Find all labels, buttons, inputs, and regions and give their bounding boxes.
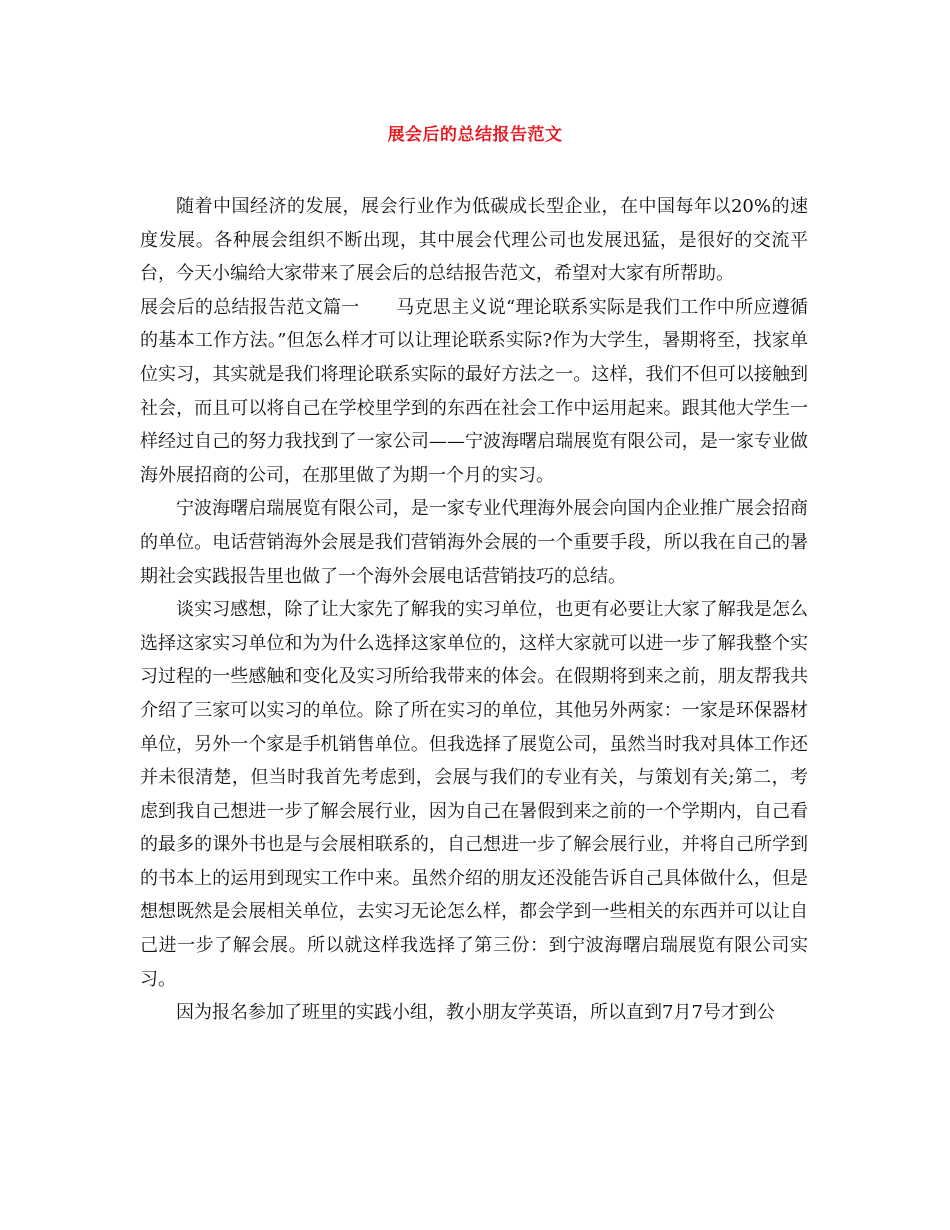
paragraph-reflection: 谈实习感想，除了让大家先了解我的实习单位，也更有必要让大家了解我是怎么选择这家实习单位和为为什么选择这家单位的，这样大家就可以进一步了解我整个实习过程的一些感触和变化及实习所给我带来的体会。在假期将到来之前，朋友帮我共介绍了三家可以实习的单位。除了所在实习的单位，其他另外两家：一家是环保器材单位，另外一个家是手机销售单位。但我选择了展览公司，虽然当时我对具体工作还并未很清楚，但当时我首先考虑到，会展与我们的专业有关，与策划有关;第二，考虑到我自己想进一步了解会展行业，因为自己在暑假到来之前的一个学期内，自己看的最多的课外书也是与会展相联系的，自己想进一步了解会展行业，并将自己所学到的书本上的运用到现实工作中来。虽然介绍的朋友还没能告诉自己具体做什么，但是想想既然是会展相关单位，去实习无论怎么样，都会学到一些相关的东西并可以让自己进一步了解会展。所以就这样我选择了第三份：到宁波海曙启瑞展览有限公司实习。 — [140, 599, 808, 990]
paragraph-practice-group: 因为报名参加了班里的实践小组，教小朋友学英语，所以直到7月7号才到公 — [176, 1002, 775, 1024]
paragraph-intro: 随着中国经济的发展，展会行业作为低碳成长型企业，在中国每年以20%的速度发展。各种展会组织不断出现，其中展会代理公司也发展迅猛，是很好的交流平台，今天小编给大家带来了展会后的总结报告范文，希望对大家有所帮助。 — [140, 196, 808, 285]
document-title: 展会后的总结报告范文 — [387, 125, 563, 145]
paragraph-company: 宁波海曙启瑞展览有限公司，是一家专业代理海外展会向国内企业推广展会招商的单位。电话营销海外会展是我们营销海外会展的一个重要手段，所以我在自己的暑期社会实践报告里也做了一个海外会展电话营销技巧的总结。 — [140, 498, 808, 587]
paragraph-section-one: 展会后的总结报告范文篇一 马克思主义说“理论联系实际是我们工作中所应遵循的基本工作方法。”但怎么样才可以让理论联系实际?作为大学生，暑期将至，找家单位实习，其实就是我们将理论联系实际的最好方法之一。这样，我们不但可以接触到社会，而且可以将自己在学校里学到的东西在社会工作中运用起来。跟其他大学生一样经过自己的努力我找到了一家公司——宁波海曙启瑞展览有限公司，是一家专业做海外展招商的公司，在那里做了为期一个月的实习。 — [140, 296, 808, 486]
document-body — [140, 190, 808, 1030]
